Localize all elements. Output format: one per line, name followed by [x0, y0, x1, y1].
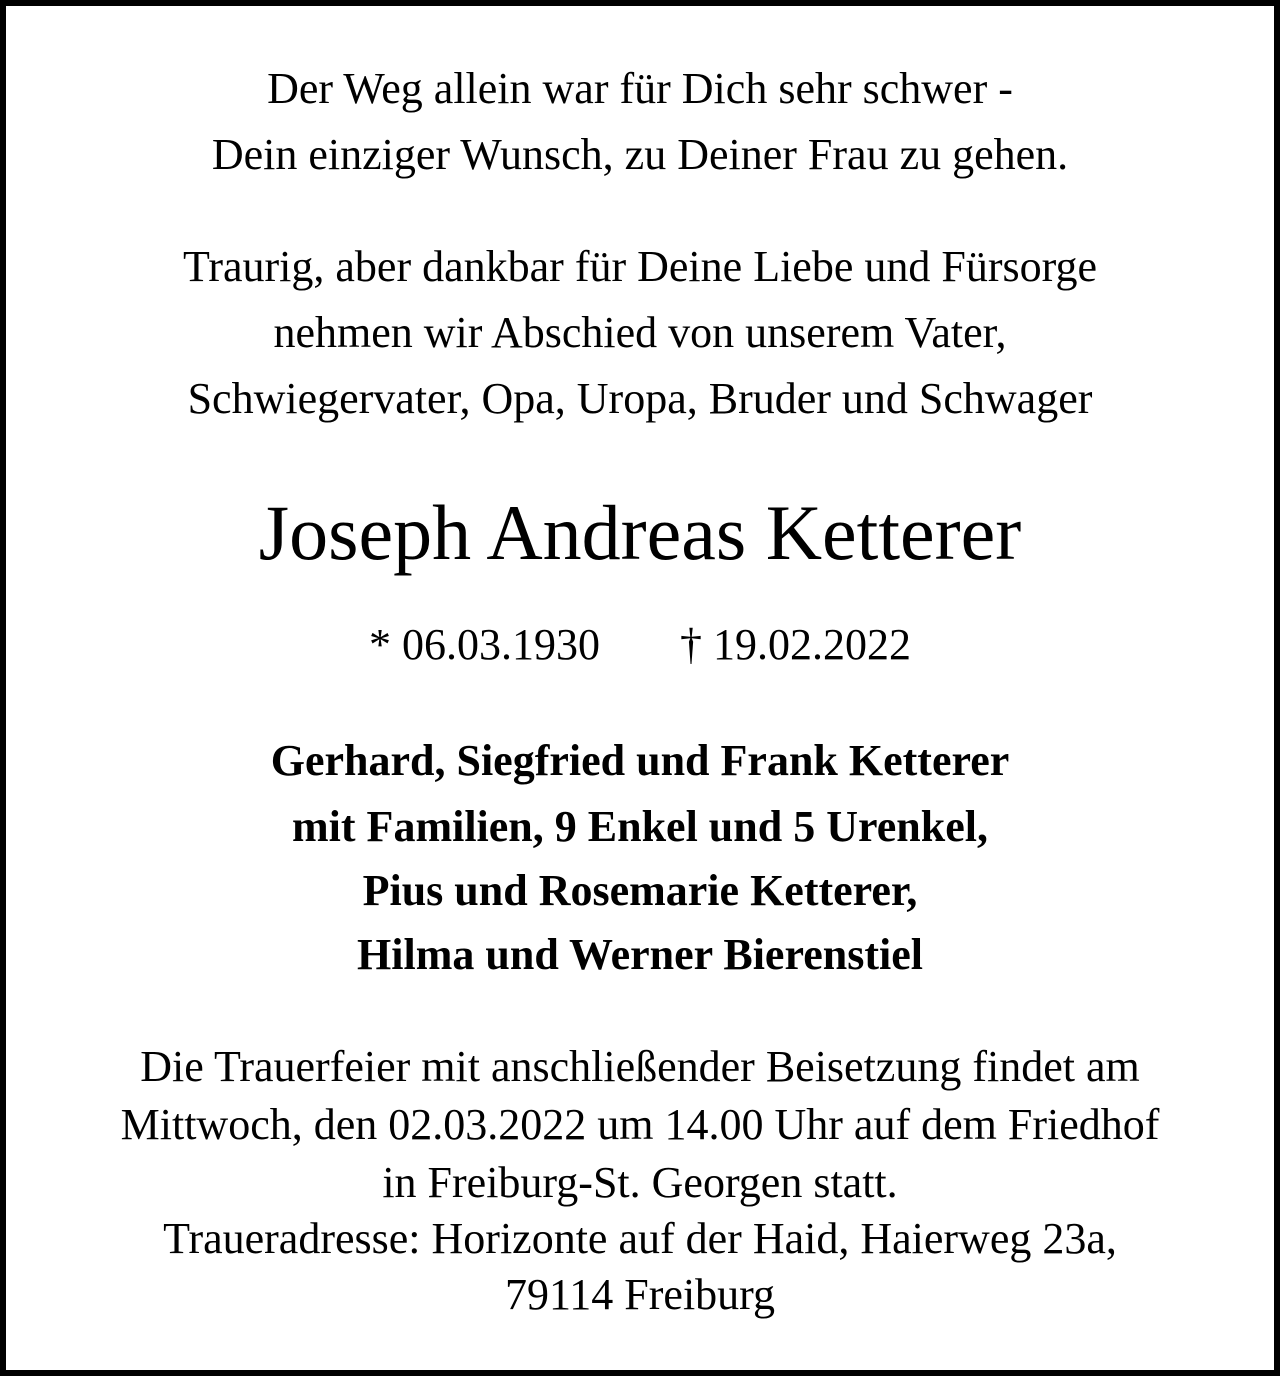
- verse-line-2: Dein einziger Wunsch, zu Deiner Frau zu gehen.: [211, 130, 1069, 179]
- service-line-3: in Freiburg-St. Georgen statt.: [382, 1158, 898, 1207]
- birth-date: * 06.03.1930: [369, 620, 600, 669]
- service-line-4: Traueradresse: Horizonte auf der Haid, Haierweg 23a,: [163, 1214, 1117, 1263]
- service-line-2: Mittwoch, den 02.03.2022 um 14.00 Uhr auf dem Friedhof: [120, 1100, 1160, 1149]
- intro-line-3: Schwiegervater, Opa, Uropa, Bruder und Schwager: [187, 374, 1093, 423]
- life-dates: [6, 620, 1274, 670]
- intro-line-1: Traurig, aber dankbar für Deine Liebe und Fürsorge: [183, 242, 1097, 291]
- mourners-line-2: mit Familien, 9 Enkel und 5 Urenkel,: [292, 802, 988, 851]
- service-line-1: Die Trauerfeier mit anschließender Beisetzung findet am: [140, 1042, 1140, 1091]
- intro-line-2: nehmen wir Abschied von unserem Vater,: [273, 308, 1007, 357]
- service-line-5: 79114 Freiburg: [504, 1270, 776, 1319]
- death-date: † 19.02.2022: [680, 620, 911, 669]
- mourners-line-4: Hilma und Werner Bierenstiel: [357, 930, 923, 979]
- deceased-name: Joseph Andreas Ketterer: [258, 489, 1022, 576]
- mourners-line-1: Gerhard, Siegfried und Frank Ketterer: [270, 736, 1010, 785]
- mourners-line-3: Pius und Rosemarie Ketterer,: [362, 866, 918, 915]
- verse-line-1: Der Weg allein war für Dich sehr schwer -: [267, 64, 1013, 113]
